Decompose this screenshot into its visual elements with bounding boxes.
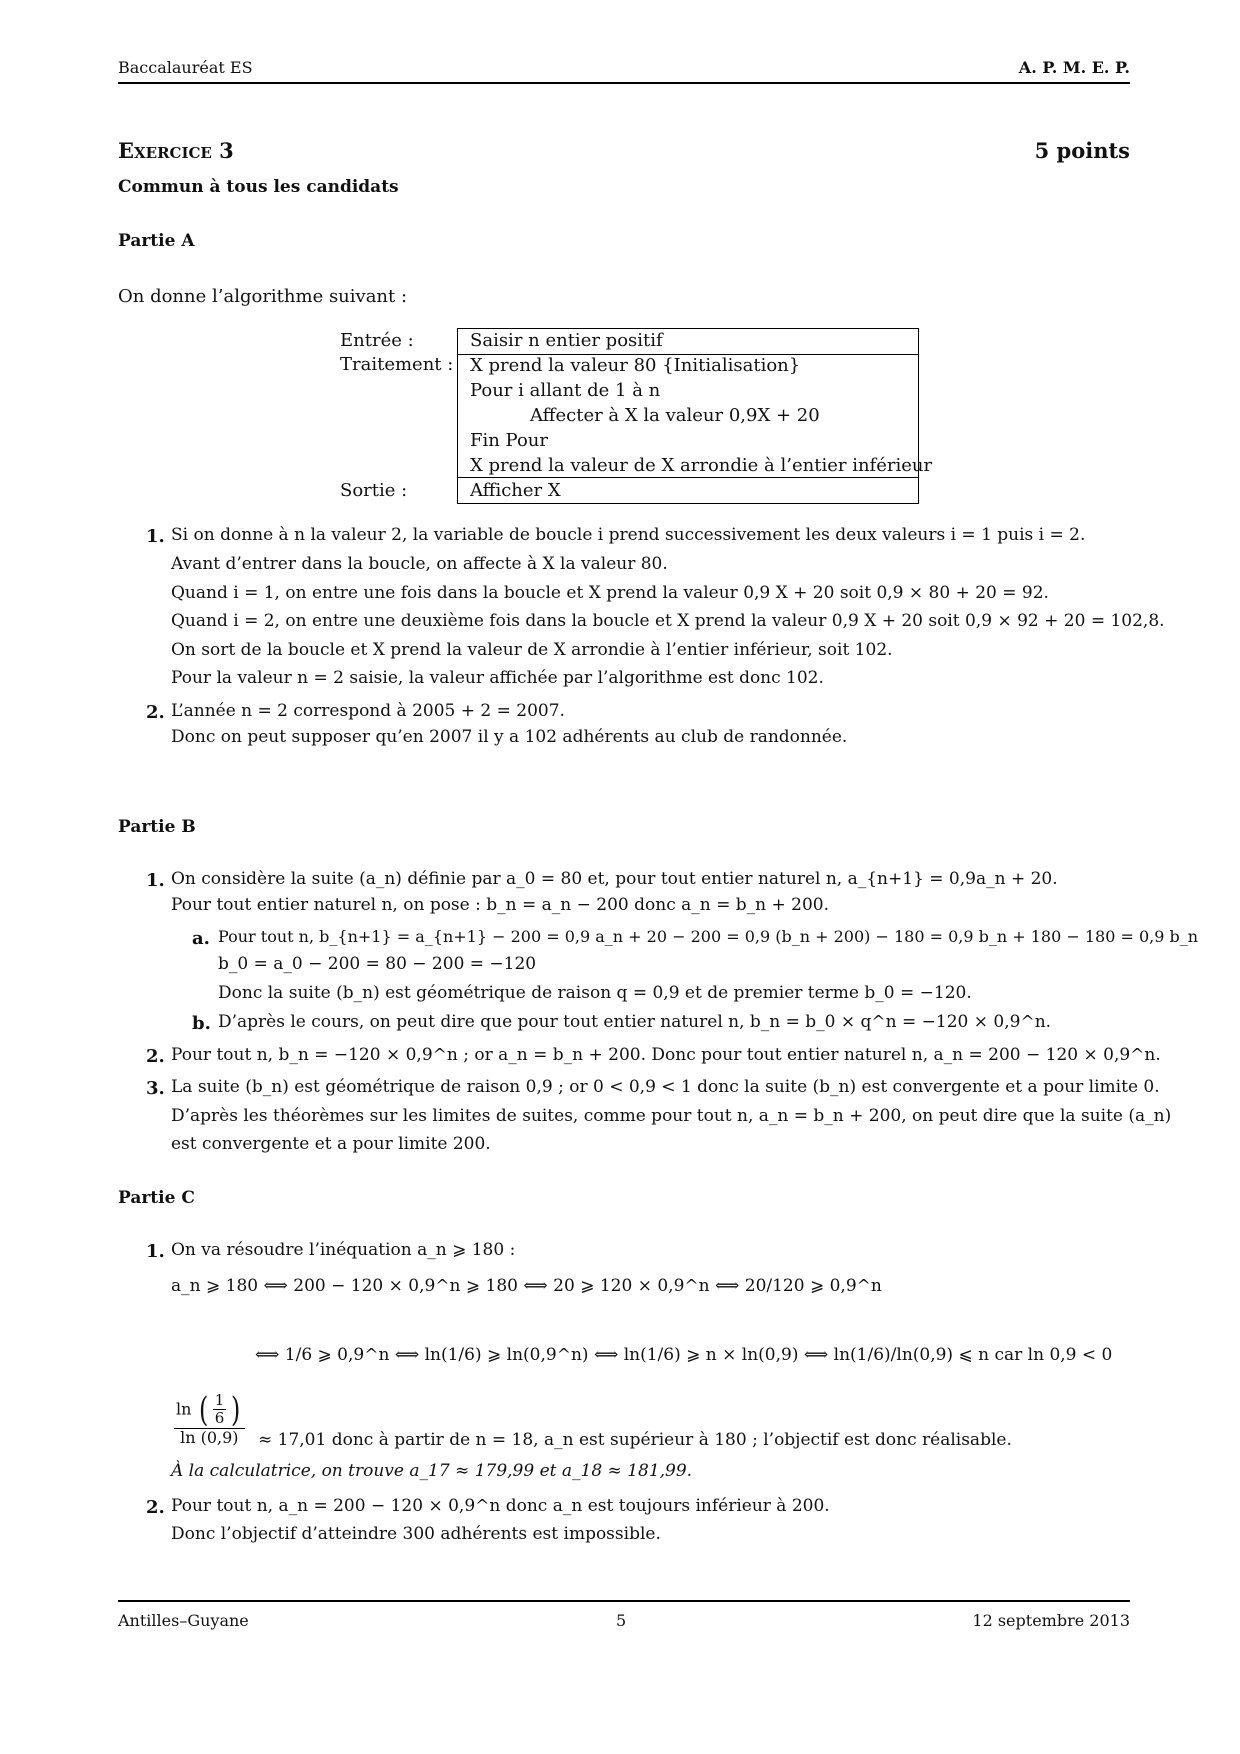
partB-q3-num: 3.	[146, 1078, 165, 1099]
partA-q1-line: Si on donne à n la valeur 2, la variable de boucle i prend successivement les deux valeurs i = 1 puis i = 2.	[171, 525, 1086, 545]
alg-label-input: Entrée :	[340, 330, 414, 351]
partB-title: Partie B	[118, 817, 196, 837]
alg-input: Saisir n entier positif	[470, 330, 663, 351]
exercise-subtitle: Commun à tous les candidats	[118, 177, 399, 197]
footer-right: 12 septembre 2013	[972, 1611, 1130, 1630]
partA-title: Partie A	[118, 231, 195, 251]
alg-step: X prend la valeur de X arrondie à l’entier inférieur	[470, 455, 933, 476]
header-rule	[118, 82, 1130, 84]
partA-q1-line: Pour la valeur n = 2 saisie, la valeur affichée par l’algorithme est donc 102.	[171, 668, 824, 688]
partC-result: ≈ 17,01 donc à partir de n = 18, a_n est supérieur à 180 ; l’objectif est donc réalisable.	[258, 1430, 1012, 1450]
partC-calc-note: À la calculatrice, on trouve a_17 ≈ 179,99 et a_18 ≈ 181,99.	[171, 1461, 693, 1481]
partB-q2-num: 2.	[146, 1046, 165, 1067]
partB-q1-line: Pour tout entier naturel n, on pose : b_n = a_n − 200 donc a_n = b_n + 200.	[171, 895, 829, 915]
partA-q2-line: Donc on peut supposer qu’en 2007 il y a 102 adhérents au club de randonnée.	[171, 727, 848, 747]
alg-output: Afficher X	[470, 480, 561, 501]
alg-step: Affecter à X la valeur 0,9X + 20	[530, 405, 820, 426]
partB-q1-num: 1.	[146, 870, 165, 891]
partB-q3-line: est convergente et a pour limite 200.	[171, 1134, 491, 1154]
partC-q2-num: 2.	[146, 1497, 165, 1518]
header-left: Baccalauréat ES	[118, 58, 253, 77]
partC-q2-line: Donc l’objectif d’atteindre 300 adhérents est impossible.	[171, 1524, 661, 1544]
partA-q2-line: L’année n = 2 correspond à 2005 + 2 = 2007.	[171, 701, 565, 721]
alg-label-output: Sortie :	[340, 480, 408, 501]
partB-q1a-line: Pour tout n, b_{n+1} = a_{n+1} − 200 = 0,9 a_n + 20 − 200 = 0,9 (b_n + 200) − 180 = 0,9 b_n + 180 − 180 = 0,9 b_n	[218, 927, 1199, 946]
partA-q1-line: Quand i = 1, on entre une fois dans la boucle et X prend la valeur 0,9 X + 20 soit 0,9 × 80 + 20 = 92.	[171, 583, 1049, 603]
partC-title: Partie C	[118, 1188, 195, 1208]
partB-q1a-line: Donc la suite (b_n) est géométrique de raison q = 0,9 et de premier terme b_0 = −120.	[218, 983, 972, 1003]
partC-eq-line1: a_n ⩾ 180 ⟺ 200 − 120 × 0,9^n ⩾ 180 ⟺ 20 ⩾ 120 × 0,9^n ⟺ 20/120 ⩾ 0,9^n	[171, 1276, 882, 1296]
partC-q1-intro: On va résoudre l’inéquation a_n ⩾ 180 :	[171, 1240, 516, 1260]
partB-q1a-num: a.	[192, 928, 210, 949]
partB-q3-line: La suite (b_n) est géométrique de raison 0,9 ; or 0 < 0,9 < 1 donc la suite (b_n) est convergente et a pour limite 0.	[171, 1077, 1160, 1097]
partC-eq-line2: ⟺ 1/6 ⩾ 0,9^n ⟺ ln(1/6) ⩾ ln(0,9^n) ⟺ ln(1/6) ⩾ n × ln(0,9) ⟺ ln(1/6)/ln(0,9) ⩽ n car ln 0,9 < 0	[255, 1345, 1113, 1365]
partC-ratio-formula: ln ( $\frac{1}{6}$ ) ln (0,9)	[171, 1392, 248, 1447]
partA-q1-line: On sort de la boucle et X prend la valeur de X arrondie à l’entier inférieur, soit 102.	[171, 640, 893, 660]
partA-q1-line: Avant d’entrer dans la boucle, on affecte à X la valeur 80.	[171, 554, 668, 574]
partC-q1-num: 1.	[146, 1241, 165, 1262]
partC-q2-line: Pour tout n, a_n = 200 − 120 × 0,9^n donc a_n est toujours inférieur à 200.	[171, 1496, 830, 1516]
alg-step: Pour i allant de 1 à n	[470, 380, 661, 401]
partB-q1-line: On considère la suite (a_n) définie par a_0 = 80 et, pour tout entier naturel n, a_{n+1} = 0,9a_n + 20.	[171, 869, 1058, 889]
partA-q1-num: 1.	[146, 526, 165, 547]
alg-step: Fin Pour	[470, 430, 548, 451]
header-right: A. P. M. E. P.	[1018, 58, 1130, 77]
partB-q3-line: D’après les théorèmes sur les limites de suites, comme pour tout n, a_n = b_n + 200, on peut dire que la suite (a_n)	[171, 1106, 1172, 1126]
partB-q2-line: Pour tout n, b_n = −120 × 0,9^n ; or a_n = b_n + 200. Donc pour tout entier naturel n, a_n = 200 − 120 × 0,9^n.	[171, 1045, 1161, 1065]
partB-q1b-num: b.	[192, 1013, 211, 1034]
partB-q1b-line: D’après le cours, on peut dire que pour tout entier naturel n, b_n = b_0 × q^n = −120 × 0,9^n.	[218, 1012, 1052, 1032]
alg-step: X prend la valeur 80 {Initialisation}	[470, 355, 801, 376]
partA-intro: On donne l’algorithme suivant :	[118, 286, 408, 307]
footer-left: Antilles–Guyane	[118, 1611, 249, 1630]
exercise-title: Exercice 3	[118, 138, 234, 163]
alg-label-processing: Traitement :	[340, 354, 454, 375]
partA-q1-line: Quand i = 2, on entre une deuxième fois dans la boucle et X prend la valeur 0,9 X + 20 soit 0,9 × 92 + 20 = 102,8.	[171, 611, 1165, 631]
page-number: 5	[616, 1611, 627, 1630]
exercise-points: 5 points	[1034, 138, 1130, 163]
footer-rule	[118, 1600, 1130, 1602]
partA-q2-num: 2.	[146, 702, 165, 723]
partB-q1a-line: b_0 = a_0 − 200 = 80 − 200 = −120	[218, 954, 537, 974]
